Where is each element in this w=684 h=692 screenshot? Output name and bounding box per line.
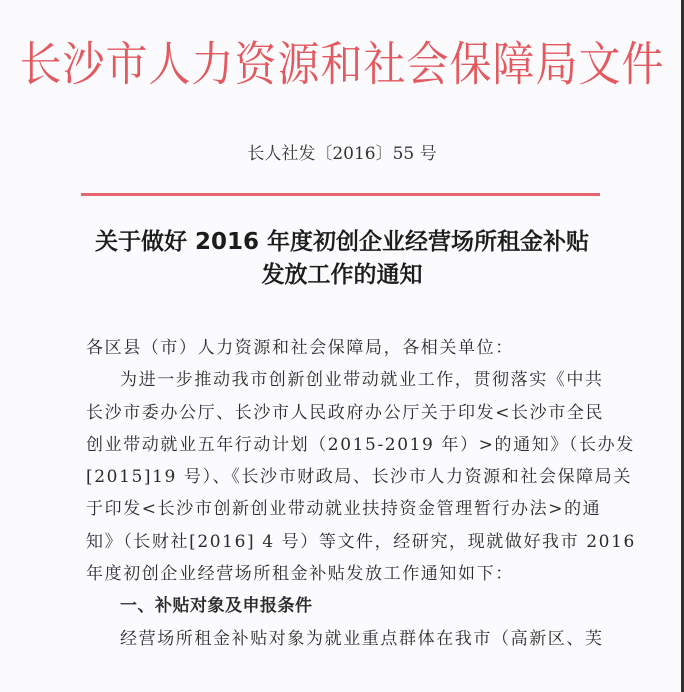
body-line: 为进一步推动我市创新创业带动就业工作，贯彻落实《中共 [120, 370, 604, 391]
title-line: 发放工作的通知 [261, 262, 423, 288]
salutation: 各区县（市）人力资源和社会保障局，各相关单位： [86, 338, 514, 358]
red-divider-rule [81, 193, 600, 196]
body-line: 创业带动就业五年行动计划（2015-2019 年）>的通知》（长办发 [86, 434, 635, 455]
document-masthead: 长沙市人力资源和社会保障局文件 [19, 37, 665, 92]
body-line: 于印发<长沙市创新创业带动就业扶持资金管理暂行办法>的通 [86, 499, 602, 520]
body-line: 年度初创企业经营场所租金补贴发放工作通知如下： [86, 564, 514, 585]
body-line: 长沙市委办公厅、长沙市人民政府办公厅关于印发<长沙市全民 [86, 402, 605, 423]
document-body [86, 332, 636, 655]
document-number: 长人社发〔2016〕55 号 [247, 144, 437, 164]
body-line: 知》（长财社[2016] 4 号）等文件，经研究，现就做好我市 2016 [86, 531, 636, 552]
body-line: 经营场所租金补贴对象为就业重点群体在我市（高新区、芙 [120, 628, 604, 649]
document-title [0, 226, 684, 292]
body-line: [2015]19 号）、《长沙市财政局、长沙市人力资源和社会保障局关 [86, 467, 632, 488]
title-line: 关于做好 2016 年度初创企业经营场所租金补贴 [94, 229, 590, 255]
section-heading: 一、补贴对象及申报条件 [120, 596, 313, 617]
